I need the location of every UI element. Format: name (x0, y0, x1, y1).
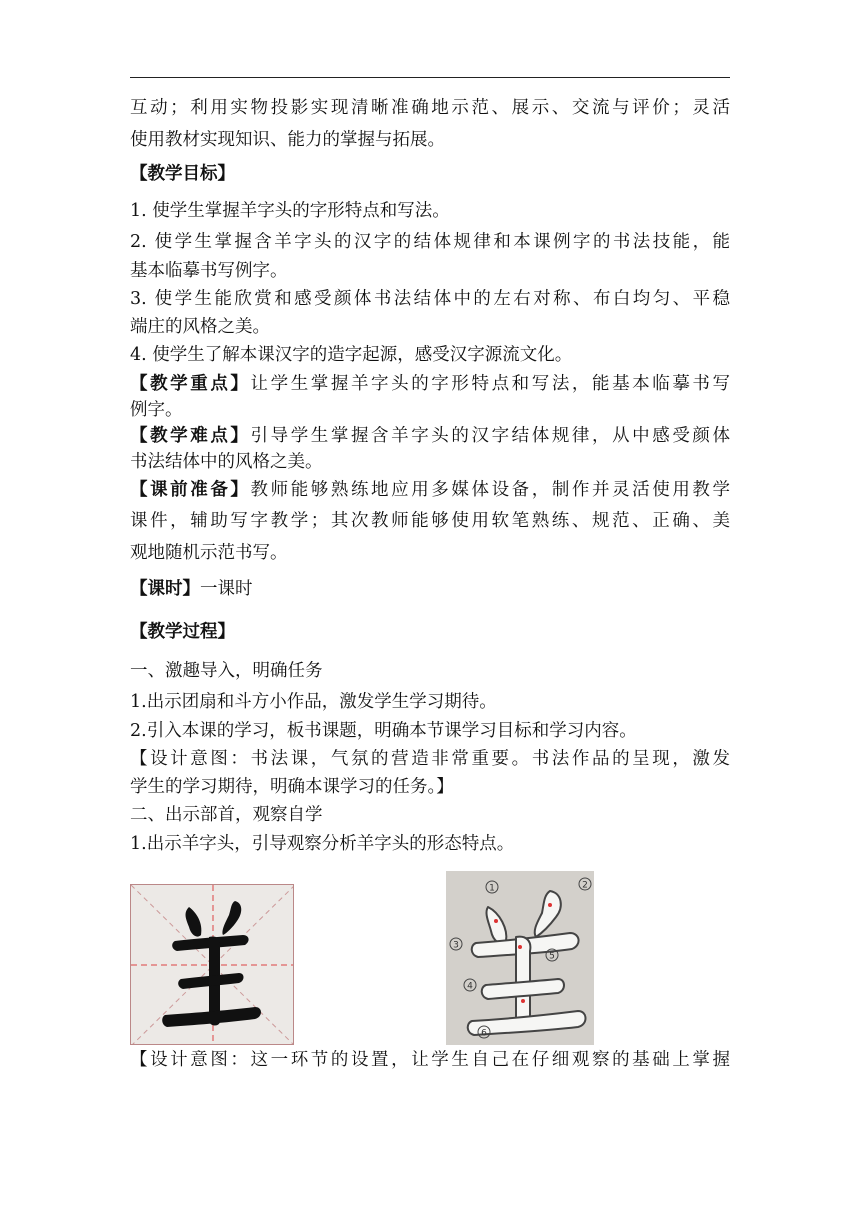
text-line (130, 260, 730, 282)
heading-line (130, 425, 730, 447)
paragraph-text: 3. 使学生能欣赏和感受颜体书法结体中的左右对称、布白均匀、平稳 (130, 289, 730, 309)
section-heading: 【教学重点】 (130, 374, 251, 394)
paragraph-text: 【设计意图：书法课，气氛的营造非常重要。书法作品的呈现，激发 (130, 749, 730, 769)
heading-line (130, 163, 730, 185)
heading-line (130, 621, 730, 643)
text-line (130, 129, 730, 151)
stroke-label: 6 (481, 1028, 487, 1039)
paragraph-text: 一、激趣导入，明确任务 (130, 661, 323, 681)
text-line (130, 748, 730, 770)
paragraph-text: 例字。 (130, 400, 183, 420)
section-heading: 【教学目标】 (130, 164, 235, 184)
paragraph-text: 4. 使学生了解本课汉字的造字起源，感受汉字源流文化。 (130, 345, 573, 365)
heading-line (130, 578, 730, 600)
stroke-label: 1 (489, 883, 495, 894)
text-line (130, 804, 730, 826)
calligraphy-image (130, 884, 294, 1045)
header-rule (130, 77, 730, 78)
paragraph-text: 学生的学习期待，明确本课学习的任务。】 (130, 777, 454, 797)
text-line (130, 288, 730, 310)
section-heading: 【课前准备】 (130, 480, 251, 500)
text-line (130, 691, 730, 713)
text-line (130, 316, 730, 338)
paragraph-text: 1.出示团扇和斗方小作品，激发学生学习期待。 (130, 692, 497, 712)
text-line (130, 231, 730, 253)
heading-line (130, 373, 730, 395)
paragraph-text: 引导学生掌握含羊字头的汉字结体规律，从中感受颜体 (250, 426, 730, 446)
text-line (130, 1049, 730, 1071)
paragraph-text: 1. 使学生掌握羊字头的字形特点和写法。 (130, 201, 450, 221)
paragraph-text: 端庄的风格之美。 (130, 317, 270, 337)
paragraph-text: 互动；利用实物投影实现清晰准确地示范、展示、交流与评价；灵活 (130, 98, 730, 118)
text-line (130, 833, 730, 855)
text-line (130, 660, 730, 682)
paragraph-text: 2.引入本课的学习，板书课题，明确本节课学习目标和学习内容。 (130, 721, 637, 741)
stroke-order-image (446, 871, 594, 1045)
text-line (130, 97, 730, 119)
text-line (130, 542, 730, 564)
paragraph-text: 使用教材实现知识、能力的掌握与拓展。 (130, 130, 445, 150)
paragraph-text: 1.出示羊字头，引导观察分析羊字头的形态特点。 (130, 834, 515, 854)
paragraph-text: 让学生掌握羊字头的字形特点和写法，能基本临摹书写 (250, 374, 730, 394)
stroke-label: 4 (467, 981, 473, 992)
text-line (130, 200, 730, 222)
text-line (130, 451, 730, 473)
section-heading: 【教学难点】 (130, 426, 251, 446)
paragraph-text: 2. 使学生掌握含羊字头的汉字的结体规律和本课例字的书法技能，能 (130, 232, 730, 252)
stroke-label: 2 (582, 880, 588, 891)
paragraph-text: 基本临摹书写例字。 (130, 261, 288, 281)
paragraph-text: 书法结体中的风格之美。 (130, 452, 323, 472)
paragraph-text: 【设计意图：这一环节的设置，让学生自己在仔细观察的基础上掌握 (130, 1050, 730, 1070)
text-line (130, 776, 730, 798)
section-heading: 【教学过程】 (130, 622, 235, 642)
paragraph-text: 课件，辅助写字教学；其次教师能够使用软笔熟练、规范、正确、美 (130, 511, 730, 531)
section-heading: 【课时】 (130, 579, 200, 599)
paragraph-text: 一课时 (200, 579, 253, 599)
stroke-label: 5 (549, 951, 555, 962)
stroke-label: 3 (453, 940, 459, 951)
text-line (130, 720, 730, 742)
paragraph-text: 观地随机示范书写。 (130, 543, 288, 563)
paragraph-text: 二、出示部首，观察自学 (130, 805, 323, 825)
text-line (130, 510, 730, 532)
heading-line (130, 479, 730, 501)
paragraph-text: 教师能够熟练地应用多媒体设备，制作并灵活使用教学 (250, 480, 730, 500)
text-line (130, 399, 730, 421)
text-line (130, 344, 730, 366)
